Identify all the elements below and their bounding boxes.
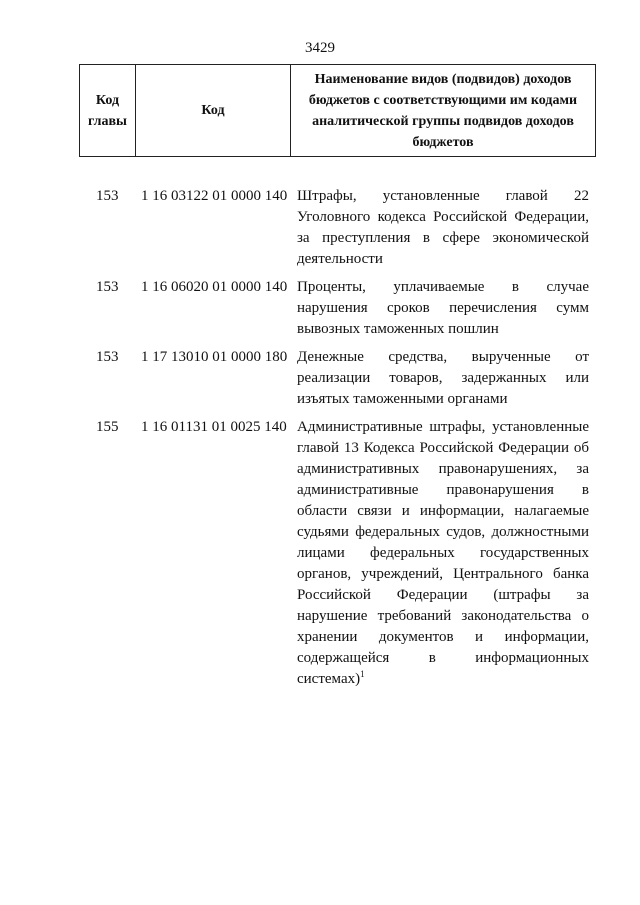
header-chapter-code: Код главы (80, 65, 136, 156)
row-chapter-code: 153 (96, 349, 119, 365)
row-description: Проценты, уплачиваемые в случае нарушения сроков перечисления сумм вывозных таможенных пошлин (297, 279, 589, 337)
footnote-marker: 1 (360, 669, 365, 679)
header-code: Код (136, 65, 291, 156)
row-code: 1 17 13010 01 0000 180 (141, 349, 288, 365)
table-header (79, 64, 596, 157)
row-code: 1 16 03122 01 0000 140 (141, 188, 288, 204)
row-description (297, 417, 589, 690)
page-number: 3429 (305, 40, 335, 56)
row-chapter-code: 153 (96, 279, 119, 295)
row-description: Денежные средства, вырученные от реализации товаров, задержанных или изъятых таможенными органами (297, 349, 589, 407)
row-code: 1 16 01131 01 0025 140 (141, 419, 287, 435)
row-code: 1 16 06020 01 0000 140 (141, 279, 288, 295)
row-description: Штрафы, установленные главой 22 Уголовного кодекса Российской Федерации, за преступления в сфере экономической деятельности (297, 188, 589, 267)
row-chapter-code: 153 (96, 188, 119, 204)
row-chapter-code: 155 (96, 419, 119, 435)
row-description-text: Административные штрафы, установленные главой 13 Кодекса Российской Федерации об административных правонарушениях, за административные правонарушения в области связи и информации, налагаемые судьями федеральных судов, должностными лицами федеральных государственных органов, учреждений, Центрального банка Российской Федерации (штрафы за нарушение требований законодательства о хранении документов и информации, содержащейся в информационных системах) (297, 419, 589, 687)
header-income-name: Наименование видов (подвидов) доходов бюджетов с соответствующими им кодами аналитической группы подвидов доходов бюджетов (308, 71, 578, 150)
